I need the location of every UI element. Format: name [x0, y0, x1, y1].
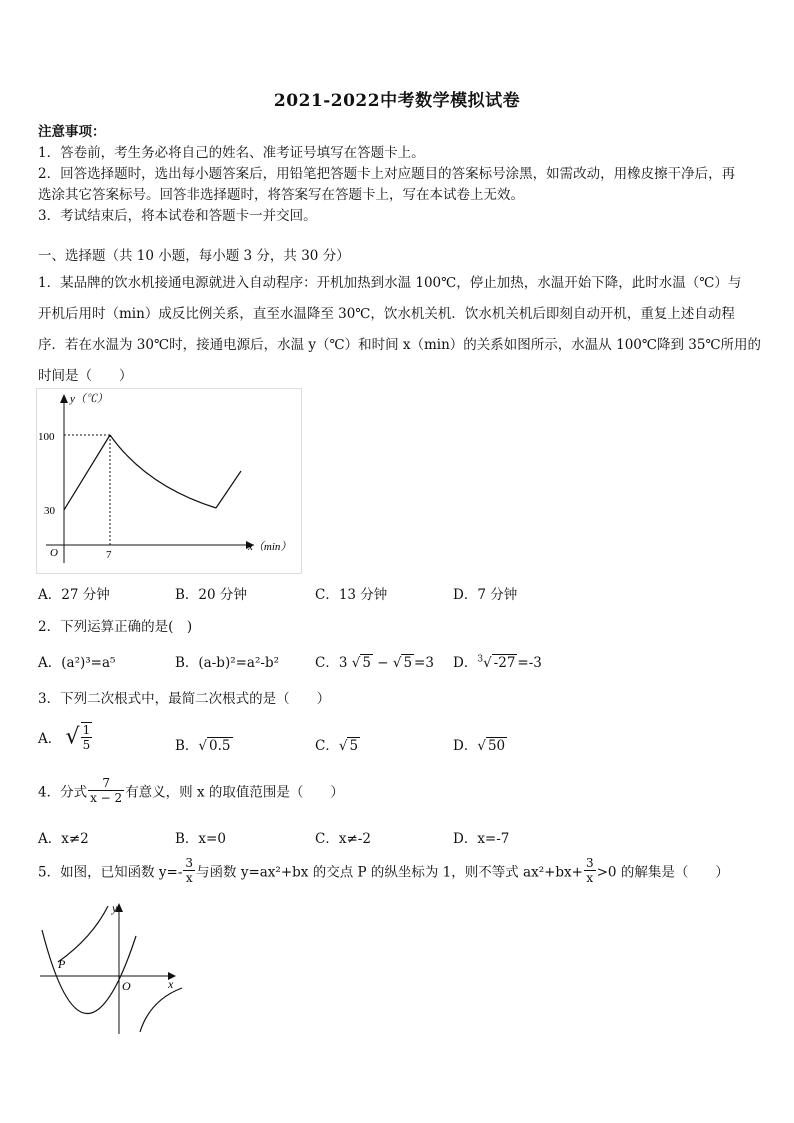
- sqrt-sign: √: [477, 738, 486, 754]
- q3-c-radicand: 5: [349, 738, 359, 754]
- q2-d-label: D．: [453, 655, 478, 671]
- q1-stem-line: 开机后用时（min）成反比例关系，直至水温降至 30℃，饮水机关机．饮水机关机后即刻自动开机，重复上述自动程: [38, 306, 735, 322]
- notice-item: 2．回答选择题时，选出每小题答案后，用铅笔把答题卡上对应题目的答案标号涂黑，如需改动，用橡皮擦干净后，再: [38, 166, 736, 182]
- q2-c-radicand2: 5: [403, 655, 413, 671]
- q3-option-d: [453, 734, 507, 754]
- q3-b-radicand: 0.5: [209, 738, 231, 754]
- q1-option-b: B．20 分钟: [175, 587, 247, 603]
- q3-d-radicand: 50: [487, 738, 506, 754]
- q4-stem: [38, 776, 344, 805]
- q2-option-c: [315, 651, 434, 671]
- q2-d-tail: =-3: [517, 655, 542, 671]
- q5-stem-mid: 与函数 y=ax²+bx 的交点 P 的纵坐标为 1，则不等式 ax²+bx+: [196, 864, 583, 881]
- origin-label: O: [50, 547, 58, 559]
- y-axis-arrow: [60, 394, 68, 403]
- sqrt-sign: √: [338, 738, 348, 754]
- q1-option-d: D．7 分钟: [453, 587, 518, 603]
- origin-label: O: [122, 979, 131, 993]
- tick-label-7: 7: [106, 549, 112, 561]
- x-axis-label: x: [168, 977, 174, 991]
- q4-option-a: A．x≠2: [38, 831, 89, 847]
- q2-option-d: [453, 651, 542, 671]
- q3-a-label: A．: [38, 731, 62, 747]
- q2-stem: 2．下列运算正确的是( ): [38, 619, 193, 635]
- q1-stem-line: 序．若在水温为 30℃时，接通电源后，水温 y（℃）和时间 x（min）的关系如图所示，水温从 100℃降到 35℃所用的: [38, 337, 762, 353]
- q5-fraction-1: [183, 856, 195, 885]
- frac-numerator: 7: [88, 776, 124, 791]
- heating-line: [64, 435, 110, 510]
- reheat-line: [216, 471, 241, 508]
- q5-fraction-2: [584, 856, 596, 885]
- q5-stem: [38, 856, 729, 885]
- q3-option-a: [38, 722, 93, 752]
- frac-denominator: x: [586, 871, 594, 885]
- q4-option-b: B．x=0: [175, 831, 226, 847]
- frac-numerator: 1: [82, 723, 91, 737]
- section-heading: 一、选择题（共 10 小题，每小题 3 分，共 30 分）: [38, 248, 350, 264]
- q5-stem-pre: 5．如图，已知函数 y=-: [38, 864, 183, 881]
- sqrt-sign: √: [392, 655, 402, 671]
- page-title: 2021-2022中考数学模拟试卷: [273, 91, 521, 111]
- q5-stem-post: >0 的解集是（ ）: [596, 864, 729, 881]
- frac-numerator: 3: [185, 856, 194, 870]
- frac-denominator: x: [185, 871, 193, 885]
- q3-c-label: C．: [315, 738, 339, 754]
- notice-item: 1．答卷前，考生务必将自己的姓名、准考证号填写在答题卡上。: [38, 145, 425, 161]
- sqrt-sign: √: [65, 724, 80, 750]
- q2-c-radicand1: 5: [362, 655, 371, 671]
- q2-option-a: A．(a²)³=a⁵: [38, 655, 116, 671]
- sqrt-sign: √: [483, 655, 492, 671]
- tick-label-100: 100: [38, 431, 55, 443]
- q3-a-fraction: [81, 722, 93, 752]
- q5-function-graph: [36, 898, 186, 1038]
- frac-numerator: 3: [585, 856, 594, 870]
- notice-item: 3．考试结束后，将本试卷和答题卡一并交回。: [38, 208, 317, 224]
- q1-temperature-graph: [36, 388, 302, 574]
- hyperbola-branch-left: [58, 906, 108, 962]
- y-axis-label: y: [112, 901, 118, 915]
- sqrt-sign: √: [351, 655, 361, 671]
- q2-d-radicand: -27: [493, 655, 516, 671]
- q4-stem-pre: 4．分式: [38, 784, 88, 801]
- root-index: 3: [477, 654, 484, 665]
- q3-stem: 3．下列二次根式中，最简二次根式的是（ ）: [38, 691, 331, 707]
- q1-option-c: C．13 分钟: [315, 587, 388, 603]
- q2-c-label: C．3: [315, 655, 348, 671]
- q2-option-b: B．(a-b)²=a²-b²: [175, 655, 280, 671]
- notice-heading: 注意事项：: [38, 124, 106, 140]
- tick-label-30: 30: [44, 505, 55, 517]
- notice-item: 选涂其它答案标号。回答非选择题时，将答案写在答题卡上，写在本试卷上无效。: [38, 187, 524, 203]
- cooling-curve: [110, 435, 216, 508]
- minus-sign: −: [377, 655, 389, 671]
- q4-stem-post: 有意义，则 x 的取值范围是（ ）: [125, 784, 344, 801]
- q1-option-a: A．27 分钟: [38, 587, 110, 603]
- q3-d-label: D．: [453, 738, 478, 754]
- q4-option-d: D．x=-7: [453, 831, 510, 847]
- sqrt-sign: √: [198, 738, 208, 754]
- q3-option-c: [315, 734, 360, 754]
- y-axis-label: y（℃）: [70, 393, 108, 405]
- q3-b-label: B．: [175, 738, 199, 754]
- q1-stem-line: 时间是（ ）: [38, 368, 133, 384]
- frac-denominator: 5: [82, 738, 91, 752]
- q4-fraction: [88, 776, 124, 805]
- q4-option-c: C．x≠-2: [315, 831, 371, 847]
- parabola-curve: [42, 930, 136, 1014]
- frac-denominator: x − 2: [90, 791, 123, 805]
- hyperbola-branch-right: [140, 988, 182, 1032]
- q3-option-b: [175, 734, 233, 754]
- q2-c-tail: =3: [414, 655, 434, 671]
- x-axis-label: x（min）: [248, 541, 292, 553]
- q1-stem-line: 1．某品牌的饮水机接通电源就进入自动程序：开机加热到水温 100℃，停止加热，水温开始下降，此时水温（℃）与: [38, 275, 742, 291]
- point-p-label: P: [58, 957, 66, 971]
